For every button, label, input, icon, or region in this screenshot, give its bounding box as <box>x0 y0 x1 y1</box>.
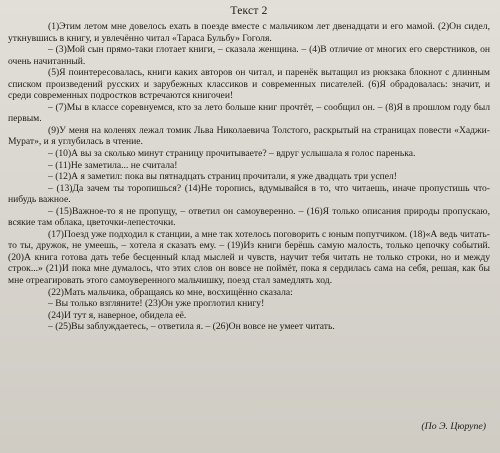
paragraph: – (12)А я заметил: пока вы пятнадцать страниц прочитали, я уже двадцать три успел! <box>48 171 397 183</box>
paragraph: – (25)Вы заблуждаетесь, – ответила я. – (26)Он вовсе не умеет читать. <box>48 321 335 333</box>
paragraph: – (13)Да зачем ты торопишься? (14)Не торопись, вдумывайся в то, что читаешь, иначе пропустишь что-нибудь важное. <box>8 182 490 206</box>
text-title: Текст 2 <box>230 5 268 17</box>
paragraph: – Вы только взгляните! (23)Он уже проглотил книгу! <box>48 298 265 310</box>
paragraph: (9)У меня на коленях лежал томик Льва Николаевича Толстого, раскрытый на страницах повести «Хаджи-Мурат», и я углубилась в чтение. <box>8 124 490 148</box>
paragraph: – (7)Мы в классе соревнуемся, кто за лето больше книг прочтёт, – сообщил он. – (8)Я в прошлом году был первым. <box>8 101 490 125</box>
paragraph: (5)Я поинтересовалась, книги каких авторов он читал, и паренёк вытащил из рюкзака блокнот с длинным списком произведений русских и зарубежных классиков и современных писателей. (6)Я обрадовалась: значит, и среди современных подростков встречаются книгочеи! <box>8 67 490 102</box>
paragraph: – (11)Не заметила... не считала! <box>48 159 178 171</box>
source-attribution: (По Э. Цюрупе) <box>421 421 486 432</box>
paragraph: (24)И тут я, наверное, обидела её. <box>48 309 187 321</box>
paragraph: (17)Поезд уже подходил к станции, а мне так хотелось поговорить с юным попутчиком. (18)«А ведь читать-то ты, дружок, не умеешь, – хотела я сказать ему. – (19)Из книги берёшь самую малость, только цепочку событий. (20)А книга готова дать тебе бесценный клад мыслей и чувств, научит тебя читать не только строки, но и между строк...» (21)И пока мне думалось, что этих слов он вовсе не поймёт, пока я сердилась сама на себя, решая, как бы мне отреагировать этого самоуверенного мальчишку, поезд стал замедлять ход. <box>8 228 490 287</box>
paragraph: (22)Мать мальчика, обращаясь ко мне, восхищённо сказала: <box>48 286 293 298</box>
paragraph: – (15)Важное-то я не пропущу, – ответил он самоуверенно. – (16)Я только описания природы пропускаю, всякие там облака, цветочки-лепесточки. <box>8 205 490 229</box>
paragraph: (1)Этим летом мне довелось ехать в поезде вместе с мальчиком лет двенадцати и его мамой. (2)Он сидел, уткнувшись в книгу, и увлечённо читал «Тараса Бульбу» Гоголя. <box>8 21 490 44</box>
paragraph: – (3)Мой сын прямо-таки глотает книги, – сказала женщина. – (4)В отличие от многих его сверстников, он очень начитанный. <box>8 44 490 67</box>
text-body <box>8 21 490 333</box>
paragraph: – (10)А вы за сколько минут страницу прочитываете? – вдруг услышала я голос паренька. <box>48 148 416 160</box>
